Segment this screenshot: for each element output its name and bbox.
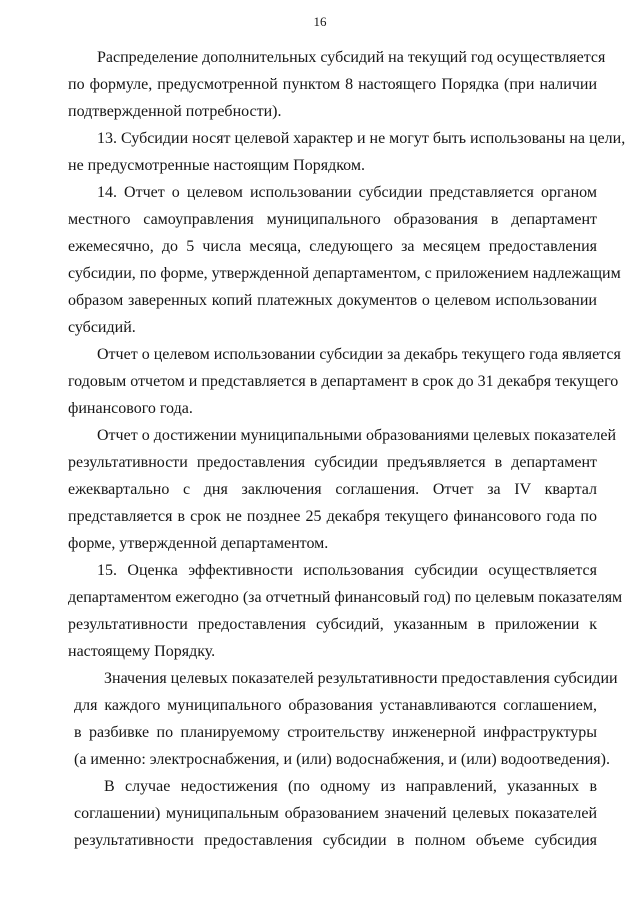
paragraph-15-line-3: результативности предоставления субсидий, указанным в приложении к <box>68 616 597 633</box>
paragraph-14-line-5: образом заверенных копий платежных документов о целевом использовании <box>68 292 597 309</box>
paragraph-1-line-3: подтвержденной потребности). <box>68 103 282 120</box>
paragraph-failure-line-2: соглашении) муниципальным образованием значений целевых показателей <box>74 805 597 822</box>
paragraph-15-line-1: 15. Оценка эффективности использования субсидии осуществляется <box>97 562 597 579</box>
page-number: 16 <box>313 14 327 29</box>
paragraph-indicators-line-4: представляется в срок не позднее 25 декабря текущего финансового года по <box>68 508 597 525</box>
paragraph-december-line-3: финансового года. <box>68 400 193 417</box>
paragraph-indicators-line-5: форме, утвержденной департаментом. <box>68 535 329 552</box>
paragraph-14-line-2: местного самоуправления муниципального образования в департамент <box>68 211 597 228</box>
paragraph-13-line-2: не предусмотренные настоящим Порядком. <box>68 157 365 174</box>
paragraph-december-line-1: Отчет о целевом использовании субсидии за декабрь текущего года является <box>97 346 621 363</box>
paragraph-1-line-2: по формуле, предусмотренной пунктом 8 настоящего Порядка (при наличии <box>68 76 597 93</box>
paragraph-1-line-1: Распределение дополнительных субсидий на текущий год осуществляется <box>97 49 606 66</box>
paragraph-14-line-3: ежемесячно, до 5 числа месяца, следующего за месяцем предоставления <box>68 238 597 255</box>
paragraph-indicators-line-3: ежеквартально с дня заключения соглашения. Отчет за IV квартал <box>68 481 597 498</box>
paragraph-december-line-2: годовым отчетом и представляется в департамент в срок до 31 декабря текущего <box>68 373 619 390</box>
paragraph-failure-line-1: В случае недостижения (по одному из направлений, указанных в <box>104 778 597 795</box>
paragraph-indicators-line-1: Отчет о достижении муниципальными образованиями целевых показателей <box>97 427 617 444</box>
paragraph-values-line-1: Значения целевых показателей результативности предоставления субсидии <box>104 670 618 687</box>
paragraph-values-line-4: (а именно: электроснабжения, и (или) водоснабжения, и (или) водоотведения). <box>74 751 610 768</box>
paragraph-values-line-2: для каждого муниципального образования устанавливаются соглашением, <box>74 697 597 714</box>
paragraph-14-line-1: 14. Отчет о целевом использовании субсидии представляется органом <box>97 184 597 201</box>
paragraph-failure-line-3: результативности предоставления субсидии в полном объеме субсидия <box>74 832 597 849</box>
paragraph-values-line-3: в разбивке по планируемому строительству инженерной инфраструктуры <box>74 724 597 741</box>
paragraph-15-line-2: департаментом ежегодно (за отчетный финансовый год) по целевым показателям <box>68 589 623 606</box>
paragraph-14-line-4: субсидии, по форме, утвержденной департаментом, с приложением надлежащим <box>68 265 621 282</box>
paragraph-indicators-line-2: результативности предоставления субсидии предъявляется в департамент <box>68 454 597 471</box>
paragraph-14-line-6: субсидий. <box>68 319 136 336</box>
paragraph-15-line-4: настоящему Порядку. <box>68 643 216 660</box>
paragraph-13-line-1: 13. Субсидии носят целевой характер и не могут быть использованы на цели, <box>97 130 626 147</box>
